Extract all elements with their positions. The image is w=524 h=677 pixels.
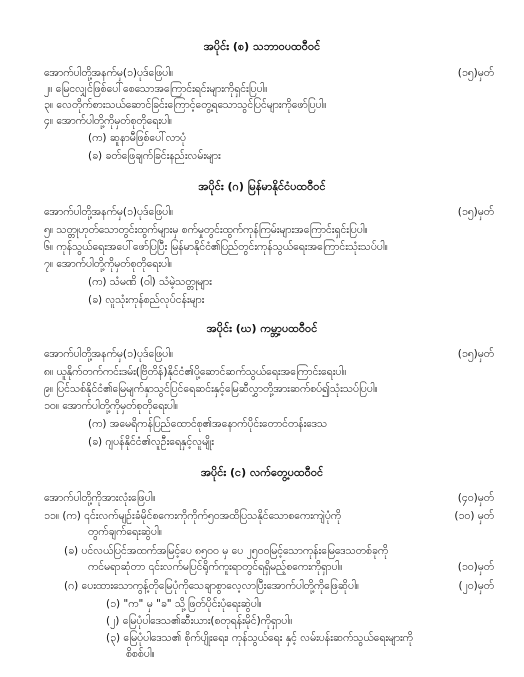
question: ၂။ မြေငလျှင်ဖြစ်ပေါ်စေသောအကြောင်းရင်းများကိုရှင်းပြပါ။ — [44, 83, 268, 95]
question: ၆။ ကုန်သွယ်ရေးအပေါ်ဖော်ပြပြီး မြန်မာနိုင်ငံ၏ပြည်တွင်းကုန်သွယ်ရေးအကြောင်းသုံးသပ်ပါ။ — [44, 241, 388, 253]
section-title: အပိုင်း (စ) သဘာဝပထဝီဝင် — [203, 40, 321, 53]
sub-sub-item-continuation: စိစစ်ပါ။ — [126, 648, 155, 660]
sub-item: (ဂ) ပေးထားသောကွန့်တိုမြေပုံကိုသေချာစွာလေ့လာပြီးအောက်ပါတို့ကိုဖြေဆိုပါ။ — [64, 580, 359, 592]
question: ၄။ အောက်ပါတို့ကိုမှတ်စုတိုရေးပါ။ — [44, 115, 172, 127]
section-marks: (၄၀)မှတ် — [457, 492, 494, 504]
question: ၃။ လေတိုက်စားသယ်ဆောင်ခြင်းကြောင့်တွေ့ရသောသွင်ပြင်များကိုဖော်ပြပါ။ — [44, 99, 327, 111]
section-title: အပိုင်း (င) လက်တွေ့ပထဝီဝင် — [200, 466, 324, 479]
sub-item-marks: (၂၀)မှတ် — [458, 580, 494, 592]
section-marks: (၁၅)မှတ် — [457, 67, 494, 79]
section-title: အပိုင်း (ဃ) ကမ္ဘာ့ပထဝီဝင် — [206, 322, 318, 335]
section-marks: (၁၅)မှတ် — [457, 206, 494, 218]
sub-item: (ခ) လူသုံးကုန်စည်လုပ်ငန်းများ — [88, 294, 205, 306]
sub-item: (က) သံမဏိ (ဝါ) သံမဲ့သတ္တုများ — [88, 276, 212, 288]
question-continuation: တွက်ချက်ရေးဆွဲပါ။ — [88, 526, 162, 538]
sub-item-marks: (၁၀)မှတ် — [457, 561, 494, 573]
sub-sub-item: (၂) မြေပုံပါဒေသ၏ဆီးယား(စတုရန်းမိုင်)ကိုရှာပါ။ — [106, 615, 293, 627]
section-instruction: အောက်ပါတို့ကိုအားလုံးဖြေပါ။ — [44, 492, 156, 504]
section-instruction: အောက်ပါတို့အနက်မှ(၁)ပုဒ်ဖြေပါ။ — [44, 348, 174, 360]
sub-item: (ခ) ခတ်ဖြေချက်ခြင်းနည်းလမ်းများ — [88, 150, 221, 162]
sub-item-continuation: ကင်မရာဆုံတာ ၎င်းလက်မပြင်ရိုက်ကူးရာတွင်ရရှိမည့်စကေးကိုရှာပါ။ — [88, 561, 343, 573]
question: ၅။ သတ္တုဟုတ်သောတွင်းထွက်များမှ စက်မှုတွင်းထွက်ကုန်ကြမ်းများအကြောင်းရှင်းပြပါ။ — [44, 224, 368, 236]
sub-item: (ခ) ပင်လယ်ပြင်အထက်အမြင့်ပေ ၈၅၀၀ မှ ပေ ၂၅၀၀မြင့်သောကုန်းမြေဒေသတစ်ခုကို — [64, 545, 389, 557]
sub-sub-item: (၁) "က" မှ "ခ" သို့ဖြတ်ပိုင်းပုံရေးဆွဲပါ။ — [106, 598, 262, 610]
section-marks: (၁၅)မှတ် — [457, 348, 494, 360]
question: ၇။ အောက်ပါတို့ကိုမှတ်စုတိုရေးပါ။ — [44, 258, 172, 270]
question: ၉။ ပြင်သစ်နိုင်ငံ၏မြေမျက်နှာသွင်ပြင်ရေဆင်းနှင့်မြေဆီလွှာတို့အားဆက်စပ်၍သုံးသပ်ပြပါ။ — [44, 383, 378, 395]
question-marks: (၁၀) မှတ် — [454, 510, 494, 522]
sub-item: (ခ) ဂျပန်နိုင်ငံ၏လူဦးရေနှင့်လူမျိုး — [88, 436, 214, 448]
section-instruction: အောက်ပါတို့အနက်မှ(၁)ပုဒ်ဖြေပါ။ — [44, 67, 174, 79]
question: ၈။ ယူနိုက်တက်ကင်းဒမ်း(ဗြိတိန်)နိုင်ငံ၏ပို့ဆောင်ဆက်သွယ်ရေးအကြောင်းရေးပါ။ — [44, 366, 347, 378]
question: ၁၀။ အောက်ပါတို့ကိုမှတ်စုတိုရေးပါ။ — [44, 400, 178, 412]
section-instruction: အောက်ပါတို့အနက်မှ(၁)ပုဒ်ဖြေပါ။ — [44, 206, 174, 218]
sub-item: (က) ဆူနာမီဖြစ်ပေါ်လာပုံ — [88, 132, 186, 144]
sub-sub-item: (၃) မြေပုံပါဒေသ၏ စိုက်ပျိုးရေး၊ ကုန်သွယ်ရေး နှင့် လမ်းပန်းဆက်သွယ်ရေးများကို — [106, 632, 413, 644]
section-title: အပိုင်း (ဂ) မြန်မာနိုင်ငံပထဝီဝင် — [198, 180, 326, 193]
sub-item: (က) အမေရိကန်ပြည်ထောင်စု၏အနောက်ပိုင်းတောင်တန်းဒေသ — [88, 418, 328, 430]
question: ၁၁။ (က) ၎င်းလက်မျဉ်းခံမိုင်စကေးကိုကိုက်၅၀အထိပြသနိုင်သောစကေးကျဲပုံကို — [44, 510, 342, 522]
